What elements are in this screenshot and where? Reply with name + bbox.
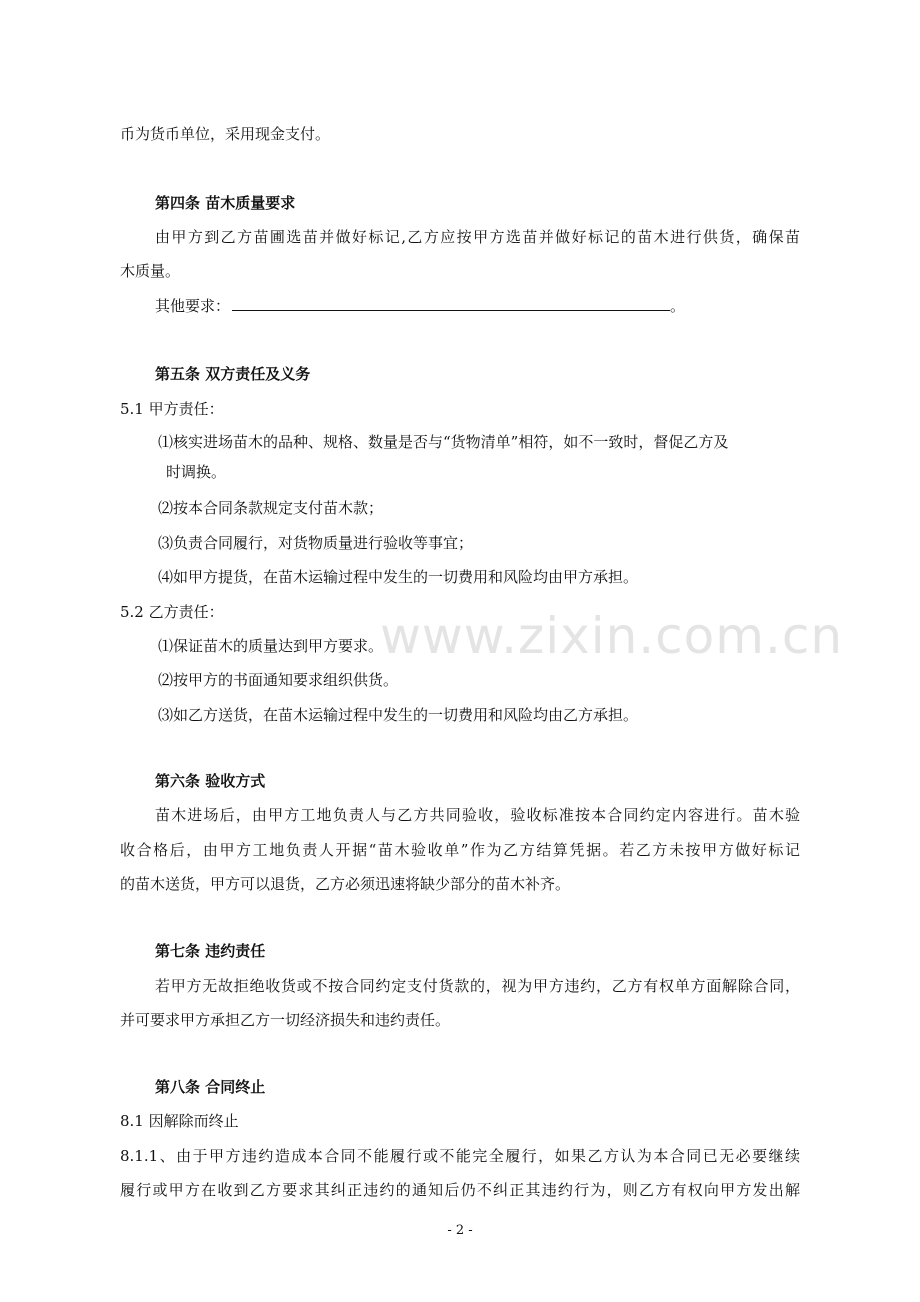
article-8-heading: 第八条 合同终止 [155, 1078, 266, 1096]
paragraph-line: 履行或甲方在收到乙方要求其纠正违约的通知后仍不纠正其违约行为，则乙方有权向甲方发出解 [120, 1181, 800, 1199]
paragraph-line: 若甲方无故拒绝收货或不按合同约定支付货款的，视为甲方违约，乙方有权单方面解除合同， [155, 977, 800, 995]
paragraph-line: 由甲方到乙方苗圃选苗并做好标记,乙方应按甲方选苗并做好标记的苗木进行供货，确保苗 [155, 228, 800, 246]
paragraph-line: 币为货币单位，采用现金支付。 [120, 125, 331, 143]
section-5-1-title: 5.1 甲方责任： [120, 400, 224, 418]
article-7-heading: 第七条 违约责任 [155, 942, 266, 960]
other-requirements-line [155, 296, 685, 316]
article-6-heading: 第六条 验收方式 [155, 772, 266, 790]
period: 。 [670, 297, 686, 315]
list-item: ⑴核实进场苗木的品种、规格、数量是否与“货物清单”相符，如不一致时，督促乙方及 [158, 433, 729, 451]
paragraph-line: 并可要求甲方承担乙方一切经济损失和违约责任。 [120, 1011, 451, 1029]
list-item: ⑶负责合同履行，对货物质量进行验收等事宜； [158, 534, 474, 552]
paragraph-line: 的苗木送货，甲方可以退货，乙方必须迅速将缺少部分的苗木补齐。 [120, 875, 571, 893]
paragraph-line: 苗木进场后，由甲方工地负责人与乙方共同验收，验收标准按本合同约定内容进行。苗木验 [155, 806, 800, 824]
list-item: ⑵按甲方的书面通知要求组织供货。 [158, 671, 399, 689]
paragraph-line: 8.1.1、由于甲方违约造成本合同不能履行或不能完全履行，如果乙方认为本合同已无必要继续 [120, 1147, 800, 1165]
list-item: ⑷如甲方提货，在苗木运输过程中发生的一切费用和风险均由甲方承担。 [158, 568, 639, 586]
list-item: ⑶如乙方送货，在苗木运输过程中发生的一切费用和风险均由乙方承担。 [158, 706, 639, 724]
watermark: www.zixin.com.cn [380, 607, 844, 665]
page-number: - 2 - [447, 1223, 473, 1238]
article-4-heading: 第四条 苗木质量要求 [155, 194, 296, 212]
list-item: ⑴保证苗木的质量达到甲方要求。 [158, 637, 384, 655]
list-item-continuation: 时调换。 [166, 463, 227, 481]
article-5-heading: 第五条 双方责任及义务 [155, 365, 311, 383]
fill-in-blank [232, 298, 670, 311]
section-5-2-title: 5.2 乙方责任： [120, 603, 224, 621]
paragraph-line: 木质量。 [120, 262, 181, 280]
list-item: ⑵按本合同条款规定支付苗木款； [158, 499, 384, 517]
section-8-1-title: 8.1 因解除而终止 [120, 1112, 239, 1130]
other-requirements-label: 其他要求： [155, 297, 231, 315]
paragraph-line: 收合格后，由甲方工地负责人开据“苗木验收单”作为乙方结算凭据。若乙方未按甲方做好标记 [120, 841, 800, 859]
